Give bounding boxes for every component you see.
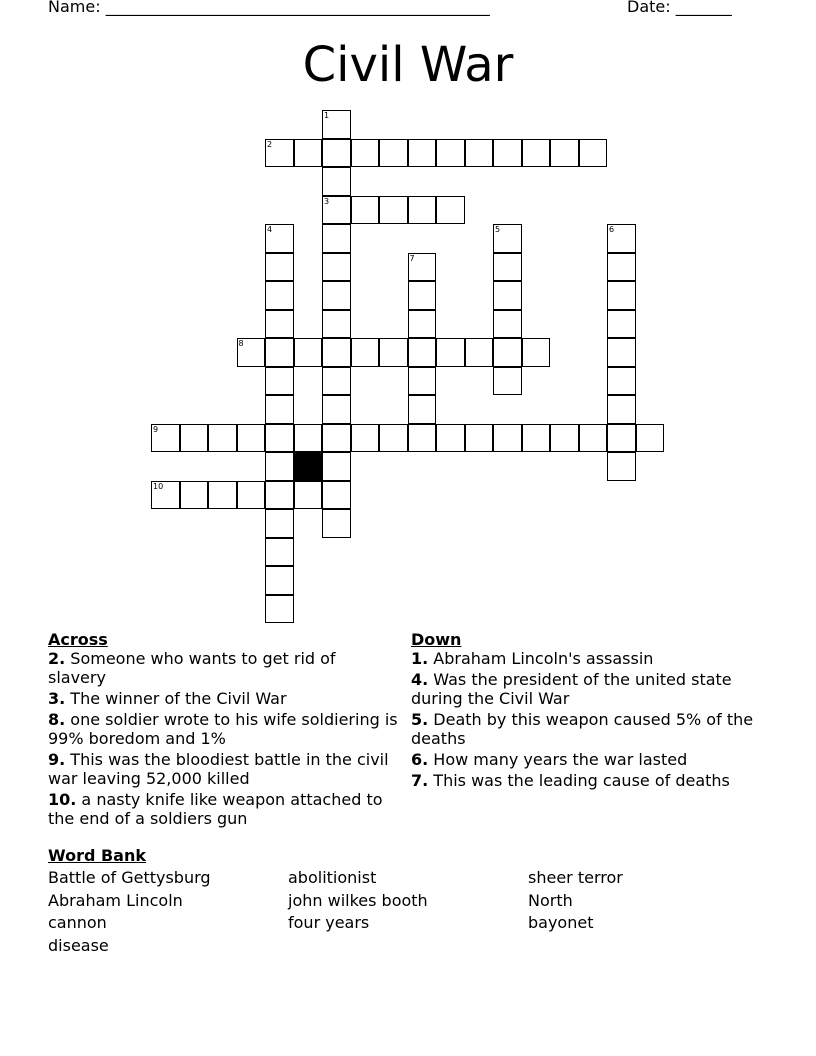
down-section	[411, 630, 756, 792]
clue-num: 7.	[411, 771, 429, 790]
clue-number: 2	[267, 139, 273, 149]
grid-cell[interactable]	[522, 424, 551, 453]
grid-cell[interactable]	[607, 253, 636, 282]
word-bank-item: bayonet	[528, 913, 594, 933]
clue-number: 1	[324, 111, 330, 120]
word-bank-section	[48, 846, 146, 865]
grid-cell[interactable]	[522, 338, 551, 367]
grid-cell[interactable]	[379, 338, 408, 367]
clue-num: 8.	[48, 710, 66, 729]
grid-cell[interactable]	[208, 424, 237, 453]
clue-number: 5	[495, 225, 501, 234]
grid-cell[interactable]	[465, 424, 494, 453]
name-blank[interactable]: ________________________________________________	[105, 0, 490, 16]
clue-number: 3	[324, 196, 330, 206]
grid-cell[interactable]	[493, 224, 522, 253]
clue-num: 2.	[48, 649, 66, 668]
word-bank-item: abolitionist	[288, 868, 377, 887]
grid-cell[interactable]	[636, 424, 665, 453]
word-bank-item: disease	[48, 936, 109, 956]
date-label: Date:	[627, 0, 671, 16]
clue-num: 10.	[48, 790, 77, 809]
grid-cell[interactable]	[322, 139, 351, 168]
grid-cell[interactable]	[294, 424, 323, 453]
grid-cell[interactable]	[265, 139, 294, 168]
grid-cell[interactable]	[408, 253, 437, 282]
grid-cell[interactable]	[493, 281, 522, 310]
clue-item	[48, 750, 398, 788]
grid-cell[interactable]	[351, 196, 380, 225]
grid-cell[interactable]	[237, 481, 266, 510]
clue-number: 10	[153, 481, 164, 491]
grid-cell[interactable]	[408, 310, 437, 339]
date-blank[interactable]: _______	[675, 0, 732, 16]
grid-cell[interactable]	[379, 424, 408, 453]
grid-cell[interactable]	[379, 196, 408, 225]
grid-cell[interactable]	[493, 338, 522, 367]
grid-cell[interactable]	[180, 481, 209, 510]
grid-cell[interactable]	[550, 139, 579, 168]
word-bank-item: john wilkes booth	[288, 890, 428, 910]
grid-cell[interactable]	[322, 481, 351, 510]
name-line	[48, 0, 490, 16]
grid-cell[interactable]	[607, 310, 636, 339]
grid-cell[interactable]	[265, 452, 294, 481]
grid-cell[interactable]	[408, 338, 437, 367]
grid-cell[interactable]	[294, 481, 323, 510]
grid-cell[interactable]	[408, 196, 437, 225]
clue-number: 6	[609, 225, 615, 234]
grid-cell[interactable]	[265, 509, 294, 538]
grid-cell[interactable]	[322, 196, 351, 225]
grid-cell[interactable]	[322, 424, 351, 453]
grid-cell[interactable]	[493, 424, 522, 453]
clue-number: 7	[409, 253, 415, 263]
clue-num: 9.	[48, 750, 66, 769]
grid-cell[interactable]	[265, 566, 294, 595]
grid-cell[interactable]	[151, 481, 180, 510]
clue-number: 9	[153, 424, 159, 434]
grid-cell[interactable]	[408, 395, 437, 424]
clue-text: How many years the war lasted	[428, 750, 688, 769]
clue-item	[48, 649, 398, 687]
date-line	[627, 0, 732, 16]
clue-item	[48, 710, 398, 748]
clue-text: Someone who wants to get rid of slavery	[48, 649, 336, 687]
clue-text: This was the bloodiest battle in the civil war leaving 52,000 killed	[48, 750, 389, 788]
clue-text: Death by this weapon caused 5% of the deaths	[411, 710, 754, 748]
grid-cell[interactable]	[607, 424, 636, 453]
grid-cell[interactable]	[607, 224, 636, 253]
word-bank-heading: Word Bank	[48, 846, 147, 865]
clue-num: 4.	[411, 670, 429, 689]
grid-cell[interactable]	[579, 139, 608, 168]
grid-cell[interactable]	[322, 110, 351, 139]
grid-cell[interactable]	[265, 481, 294, 510]
grid-cell[interactable]	[322, 338, 351, 367]
clue-item	[48, 689, 398, 708]
grid-cell[interactable]	[436, 424, 465, 453]
grid-cell[interactable]	[180, 424, 209, 453]
grid-cell[interactable]	[265, 424, 294, 453]
grid-cell[interactable]	[208, 481, 237, 510]
grid-cell[interactable]	[322, 253, 351, 282]
grid-cell[interactable]	[436, 139, 465, 168]
clue-item	[411, 710, 756, 748]
clue-item	[411, 670, 756, 708]
clue-text: Was the president of the united state during the Civil War	[411, 670, 732, 708]
grid-cell[interactable]	[493, 310, 522, 339]
grid-cell[interactable]	[493, 253, 522, 282]
grid-cell[interactable]	[493, 139, 522, 168]
clue-item	[48, 790, 398, 828]
grid-cell[interactable]	[607, 395, 636, 424]
word-bank-item: cannon	[48, 913, 107, 933]
grid-cell[interactable]	[436, 338, 465, 367]
grid-cell[interactable]	[265, 338, 294, 367]
grid-cell[interactable]	[607, 367, 636, 396]
grid-cell[interactable]	[351, 139, 380, 168]
clue-text: one soldier wrote to his wife soldiering is 99% boredom and 1%	[48, 710, 398, 748]
grid-cell[interactable]	[322, 509, 351, 538]
clue-text: The winner of the Civil War	[65, 689, 287, 708]
across-clue-list	[48, 649, 398, 828]
grid-cell[interactable]	[493, 367, 522, 396]
grid-cell[interactable]	[322, 395, 351, 424]
grid-cell[interactable]	[408, 424, 437, 453]
grid-cell[interactable]	[322, 281, 351, 310]
grid-cell[interactable]	[379, 139, 408, 168]
grid-cell[interactable]	[322, 452, 351, 481]
grid-cell[interactable]	[579, 424, 608, 453]
clue-item	[411, 750, 756, 769]
grid-cell[interactable]	[265, 253, 294, 282]
word-bank-item: four years	[288, 913, 370, 933]
grid-cell[interactable]	[465, 139, 494, 168]
grid-cell[interactable]	[237, 338, 266, 367]
clue-item	[411, 649, 756, 668]
clue-num: 3.	[48, 689, 66, 708]
grid-cell[interactable]	[265, 595, 294, 624]
across-section	[48, 630, 398, 830]
down-clue-list	[411, 649, 756, 790]
clue-num: 5.	[411, 710, 429, 729]
clue-number: 4	[267, 225, 273, 234]
grid-cell[interactable]	[237, 424, 266, 453]
down-heading: Down	[411, 630, 462, 649]
clue-text: Abraham Lincoln's assassin	[428, 649, 654, 668]
grid-cell[interactable]	[322, 310, 351, 339]
clue-text: a nasty knife like weapon attached to the end of a soldiers gun	[48, 790, 383, 828]
grid-cell[interactable]	[151, 424, 180, 453]
grid-cell[interactable]	[265, 310, 294, 339]
grid-cell[interactable]	[436, 196, 465, 225]
grid-cell[interactable]	[607, 281, 636, 310]
word-bank-item: Battle of Gettysburg	[48, 868, 211, 887]
grid-cell[interactable]	[265, 538, 294, 567]
word-bank-item: sheer terror	[528, 868, 623, 887]
grid-cell[interactable]	[294, 139, 323, 168]
clue-item	[411, 771, 756, 790]
grid-cell[interactable]	[408, 367, 437, 396]
grid-cell[interactable]	[322, 367, 351, 396]
grid-cell[interactable]	[550, 424, 579, 453]
grid-cell[interactable]	[265, 367, 294, 396]
grid-cell[interactable]	[265, 395, 294, 424]
grid-cell[interactable]	[465, 338, 494, 367]
page-title: Civil War	[302, 37, 514, 93]
name-label: Name:	[48, 0, 101, 16]
clue-text: This was the leading cause of deaths	[428, 771, 730, 790]
grid-cell[interactable]	[408, 281, 437, 310]
grid-cell[interactable]	[607, 338, 636, 367]
grid-cell[interactable]	[265, 281, 294, 310]
grid-cell[interactable]	[294, 338, 323, 367]
word-bank-item: North	[528, 890, 573, 910]
clue-number: 8	[238, 339, 244, 348]
across-heading: Across	[48, 630, 108, 649]
grid-cell[interactable]	[522, 139, 551, 168]
grid-cell[interactable]	[351, 338, 380, 367]
black-cell	[294, 452, 323, 481]
grid-cell[interactable]	[322, 167, 351, 196]
grid-cell[interactable]	[607, 452, 636, 481]
clue-num: 6.	[411, 750, 429, 769]
grid-cell[interactable]	[408, 139, 437, 168]
word-bank-item: Abraham Lincoln	[48, 890, 183, 910]
clue-num: 1.	[411, 649, 429, 668]
grid-cell[interactable]	[351, 424, 380, 453]
grid-cell[interactable]	[265, 224, 294, 253]
grid-cell[interactable]	[322, 224, 351, 253]
